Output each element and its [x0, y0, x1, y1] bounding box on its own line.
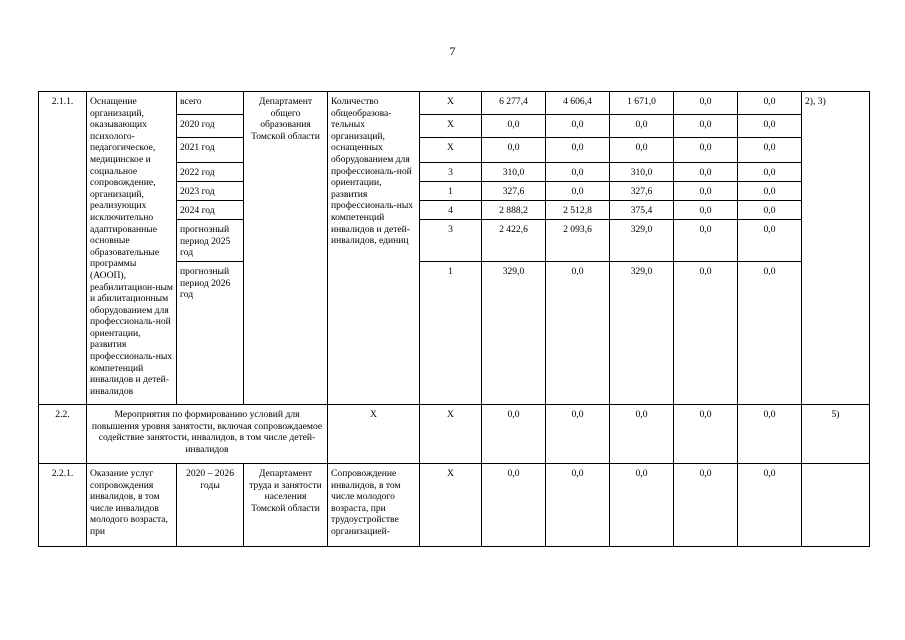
table-row: [39, 405, 870, 464]
local-cell: 0,0: [674, 405, 738, 464]
other-cell: 0,0: [738, 115, 802, 138]
row-number: 2.2.: [39, 405, 87, 464]
local-cell: 0,0: [674, 220, 738, 262]
regional-cell: 329,0: [610, 220, 674, 262]
other-cell: 0,0: [738, 220, 802, 262]
period-cell: 2020 год: [177, 115, 244, 138]
indicator-cell: Х: [328, 405, 420, 464]
local-cell: 0,0: [674, 464, 738, 547]
table-row: [39, 464, 870, 547]
count-cell: Х: [420, 405, 482, 464]
local-cell: 0,0: [674, 262, 738, 405]
other-cell: 0,0: [738, 163, 802, 182]
count-cell: 3: [420, 163, 482, 182]
total-cell: 329,0: [482, 262, 546, 405]
count-cell: Х: [420, 115, 482, 138]
executor-cell: Департамент труда и занятости населения Томской области: [244, 464, 328, 547]
table-row: [39, 92, 870, 115]
note-cell: 2), 3): [802, 92, 870, 405]
federal-cell: 0,0: [546, 262, 610, 405]
period-cell: прогнозный период 2026 год: [177, 262, 244, 405]
note-cell: [802, 464, 870, 547]
regional-cell: 327,6: [610, 182, 674, 201]
regional-cell: 0,0: [610, 115, 674, 138]
row-number: 2.2.1.: [39, 464, 87, 547]
local-cell: 0,0: [674, 92, 738, 115]
period-cell: прогнозный период 2025 год: [177, 220, 244, 262]
other-cell: 0,0: [738, 138, 802, 163]
count-cell: Х: [420, 464, 482, 547]
other-cell: 0,0: [738, 405, 802, 464]
total-cell: 0,0: [482, 405, 546, 464]
federal-cell: 0,0: [546, 464, 610, 547]
count-cell: Х: [420, 92, 482, 115]
other-cell: 0,0: [738, 92, 802, 115]
federal-cell: 0,0: [546, 163, 610, 182]
total-cell: 0,0: [482, 115, 546, 138]
executor-cell: Департамент общего образования Томской области: [244, 92, 328, 405]
federal-cell: 0,0: [546, 405, 610, 464]
regional-cell: 0,0: [610, 464, 674, 547]
regional-cell: 375,4: [610, 201, 674, 220]
measure-name: Оказание услуг сопровождения инвалидов, в том числе инвалидов молодого возраста, при: [87, 464, 177, 547]
regional-cell: 0,0: [610, 405, 674, 464]
indicator-cell: Сопровождение инвалидов, в том числе молодого возраста, при трудоустройстве организацией-: [328, 464, 420, 547]
total-cell: 0,0: [482, 464, 546, 547]
period-cell: 2020 – 2026 годы: [177, 464, 244, 547]
local-cell: 0,0: [674, 138, 738, 163]
row-number: 2.1.1.: [39, 92, 87, 405]
period-cell: 2022 год: [177, 163, 244, 182]
period-cell: 2023 год: [177, 182, 244, 201]
local-cell: 0,0: [674, 163, 738, 182]
total-cell: 310,0: [482, 163, 546, 182]
total-cell: 6 277,4: [482, 92, 546, 115]
federal-cell: 0,0: [546, 115, 610, 138]
measures-table: [38, 91, 870, 547]
count-cell: 1: [420, 262, 482, 405]
total-cell: 2 422,6: [482, 220, 546, 262]
local-cell: 0,0: [674, 201, 738, 220]
total-cell: 327,6: [482, 182, 546, 201]
other-cell: 0,0: [738, 464, 802, 547]
other-cell: 0,0: [738, 201, 802, 220]
other-cell: 0,0: [738, 182, 802, 201]
period-cell: 2021 год: [177, 138, 244, 163]
federal-cell: 2 093,6: [546, 220, 610, 262]
federal-cell: 0,0: [546, 182, 610, 201]
federal-cell: 0,0: [546, 138, 610, 163]
measure-name: Оснащение организаций, оказывающих психолого-педагогическое, медицинское и социальное сопровождение, организаций, реализующих исключительно адаптированные основные образовательные программы (АООП), реабилитацион-ным и абилитационным оборудованием для профессиональ-ной ориентации, развития профессиональ-ных компетенций инвалидов и детей-инвалидов: [87, 92, 177, 405]
regional-cell: 0,0: [610, 138, 674, 163]
total-cell: 0,0: [482, 138, 546, 163]
regional-cell: 329,0: [610, 262, 674, 405]
local-cell: 0,0: [674, 115, 738, 138]
regional-cell: 310,0: [610, 163, 674, 182]
other-cell: 0,0: [738, 262, 802, 405]
measure-group-title: Мероприятия по формированию условий для повышения уровня занятости, включая сопровождаемое содействие занятости, инвалидов, в том числе детей-инвалидов: [87, 405, 328, 464]
period-cell: всего: [177, 92, 244, 115]
count-cell: Х: [420, 138, 482, 163]
count-cell: 3: [420, 220, 482, 262]
period-cell: 2024 год: [177, 201, 244, 220]
indicator-cell: Количество общеобразова-тельных организаций, оснащенных оборудованием для профессиональ-ной ориентации, развития профессиональ-ных компетенций инвалидов и детей-инвалидов, единиц: [328, 92, 420, 405]
page-number: 7: [449, 44, 456, 58]
count-cell: 4: [420, 201, 482, 220]
count-cell: 1: [420, 182, 482, 201]
total-cell: 2 888,2: [482, 201, 546, 220]
regional-cell: 1 671,0: [610, 92, 674, 115]
federal-cell: 4 606,4: [546, 92, 610, 115]
local-cell: 0,0: [674, 182, 738, 201]
federal-cell: 2 512,8: [546, 201, 610, 220]
note-cell: 5): [802, 405, 870, 464]
